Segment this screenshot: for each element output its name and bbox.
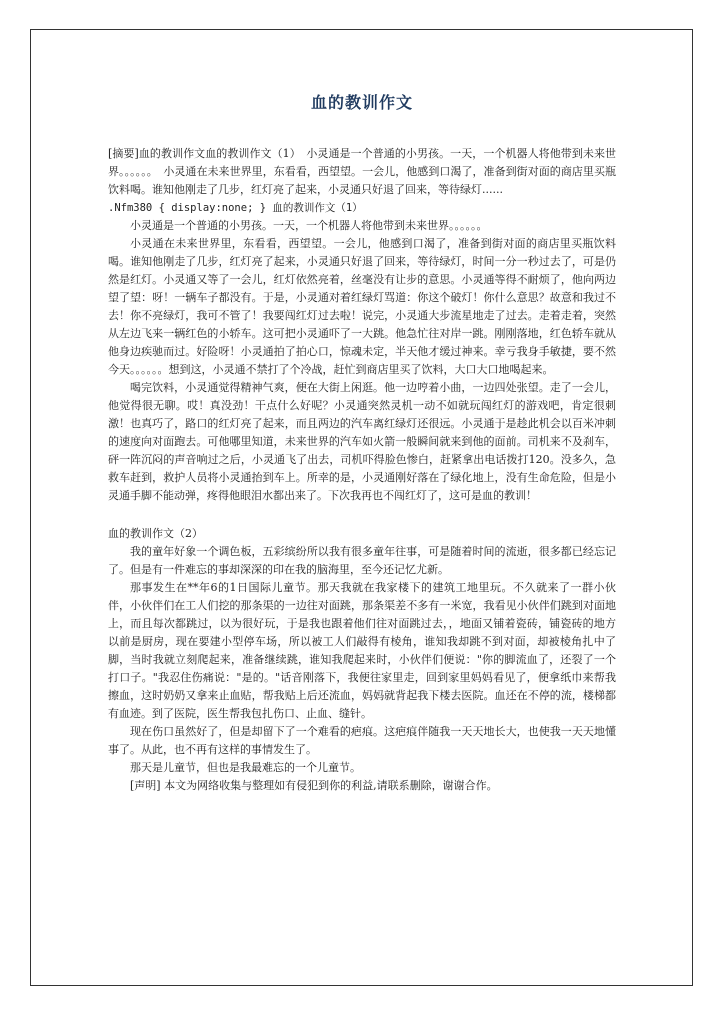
essay2-paragraph: 那事发生在**年6的1日国际儿童节。那天我就在我家楼下的建筑工地里玩。不久就来了一群小伙伴，小伙伴们在工人们挖的那条渠的一边往对面跳，那条渠差不多有一米宽，我看见小伙伴们跳到对面地上，而且每次都跳过，以为很好玩，于是我也跟着他们往对面跳过去，，地面又铺着瓷砖，铺瓷砖的地方以前是厨房，现在要建小型停车场，所以被工人们敲得有棱角，谁知我却跳不到对面，却被棱角扎中了脚，当时我就立刻爬起来，准备继续跳，谁知我爬起来时，小伙伴们便说："你的脚流血了，还裂了一个打口子。"我忍住伤痛说："是的。"话音刚落下，我便往家里走，回到家里妈妈看见了，便拿纸巾来帮我擦血，这时奶奶又拿来止血贴，帮我贴上后还流血，妈妈就背起我下楼去医院。血还在不停的流，楼梯都有血迹。到了医院，医生帮我包扎伤口、止血、缝针。 <box>108 581 616 720</box>
document-title: 血的教训作文 <box>310 93 413 112</box>
essay2-title: 血的教训作文（2） <box>108 527 203 540</box>
css-artifact-line: .Nfm380 { display:none; } 血的教训作文（1） <box>108 202 363 214</box>
abstract-paragraph: [摘要]血的教训作文血的教训作文（1） 小灵通是一个普通的小男孩。一天，一个机器人将他带到未来世界。。。。。。 小灵通在未来世界里，东看看，西望望。一会儿，他感到口渴了，准备到街对面的商店里买瓶饮料喝。谁知他刚走了几步，红灯亮了起来，小灵通只好退了回来，等待绿灯...... <box>108 147 616 196</box>
essay1-paragraph: 小灵通是一个普通的小男孩。一天，一个机器人将他带到未来世界。。。。。。 <box>130 219 488 232</box>
document-body <box>108 90 616 795</box>
essay2-paragraph: 现在伤口虽然好了，但是却留下了一个难看的疤痕。这疤痕伴随我一天天地长大，也使我一天天地懂事了。从此，也不再有这样的事情发生了。 <box>108 725 616 756</box>
section-gap <box>108 505 616 525</box>
essay2-paragraph: 我的童年好象一个调色板，五彩缤纷所以我有很多童年往事，可是随着时间的流逝，很多都已经忘记了。但是有一件难忘的事却深深的印在我的脑海里，至今还记忆尤新。 <box>108 545 616 576</box>
essay2-paragraph: 那天是儿童节，但也是我最难忘的一个儿童节。 <box>130 761 361 774</box>
essay1-paragraph: 小灵通在未来世界里，东看看，西望望。一会儿，他感到口渴了，准备到街对面的商店里买瓶饮料喝。谁知他刚走了几步，红灯亮了起来，小灵通只好退了回来，等待绿灯，时间一分一秒过去了，可是仍然是红灯。小灵通又等了一会儿，红灯依然亮着，丝毫没有让步的意思。小灵通等得不耐烦了，他向两边望了望：呀！一辆车子都没有。于是，小灵通对着红绿灯骂道：你这个破灯！你什么意思？故意和我过不去！你不亮绿灯，我可不管了！我要闯红灯过去啦！说完，小灵通大步流星地走了过去。走着走着，突然从左边飞来一辆红色的小轿车。这可把小灵通吓了一大跳。他急忙往对岸一跳。刚刚落地，红色轿车就从他身边疾驰而过。好险呀！小灵通拍了拍心口，惊魂未定，半天他才缓过神来。幸亏我身手敏捷，要不然今天。。。。。。想到这，小灵通不禁打了个冷战，赶忙到商店里买了饮料，大口大口地喝起来。 <box>108 237 616 376</box>
essay1-paragraph: 喝完饮料，小灵通觉得精神气爽，便在大街上闲逛。他一边哼着小曲，一边四处张望。走了一会儿，他觉得很无聊。哎！真没劲！干点什么好呢？小灵通突然灵机一动不如就玩闯红灯的游戏吧，肯定很刺激！也真巧了，路口的红灯亮了起来，而且两边的汽车离红绿灯还很远。小灵通于是趁此机会以百米冲刺的速度向对面跑去。可他哪里知道，未来世界的汽车如火箭一般瞬间就来到他的面前。司机来不及刹车，砰一阵沉闷的声音响过之后，小灵通飞了出去，司机吓得脸色惨白，赶紧拿出电话拨打120。没多久，急救车赶到，救护人员将小灵通抬到车上。所幸的是，小灵通刚好落在了绿化地上，没有生命危险，但是小灵通手脚不能动弹，疼得他眼泪水都出来了。下次我再也不闯红灯了，这可是血的教训！ <box>108 381 616 502</box>
disclaimer-paragraph: [声明] 本文为网络收集与整理如有侵犯到你的利益,请联系删除，谢谢合作。 <box>130 779 498 792</box>
